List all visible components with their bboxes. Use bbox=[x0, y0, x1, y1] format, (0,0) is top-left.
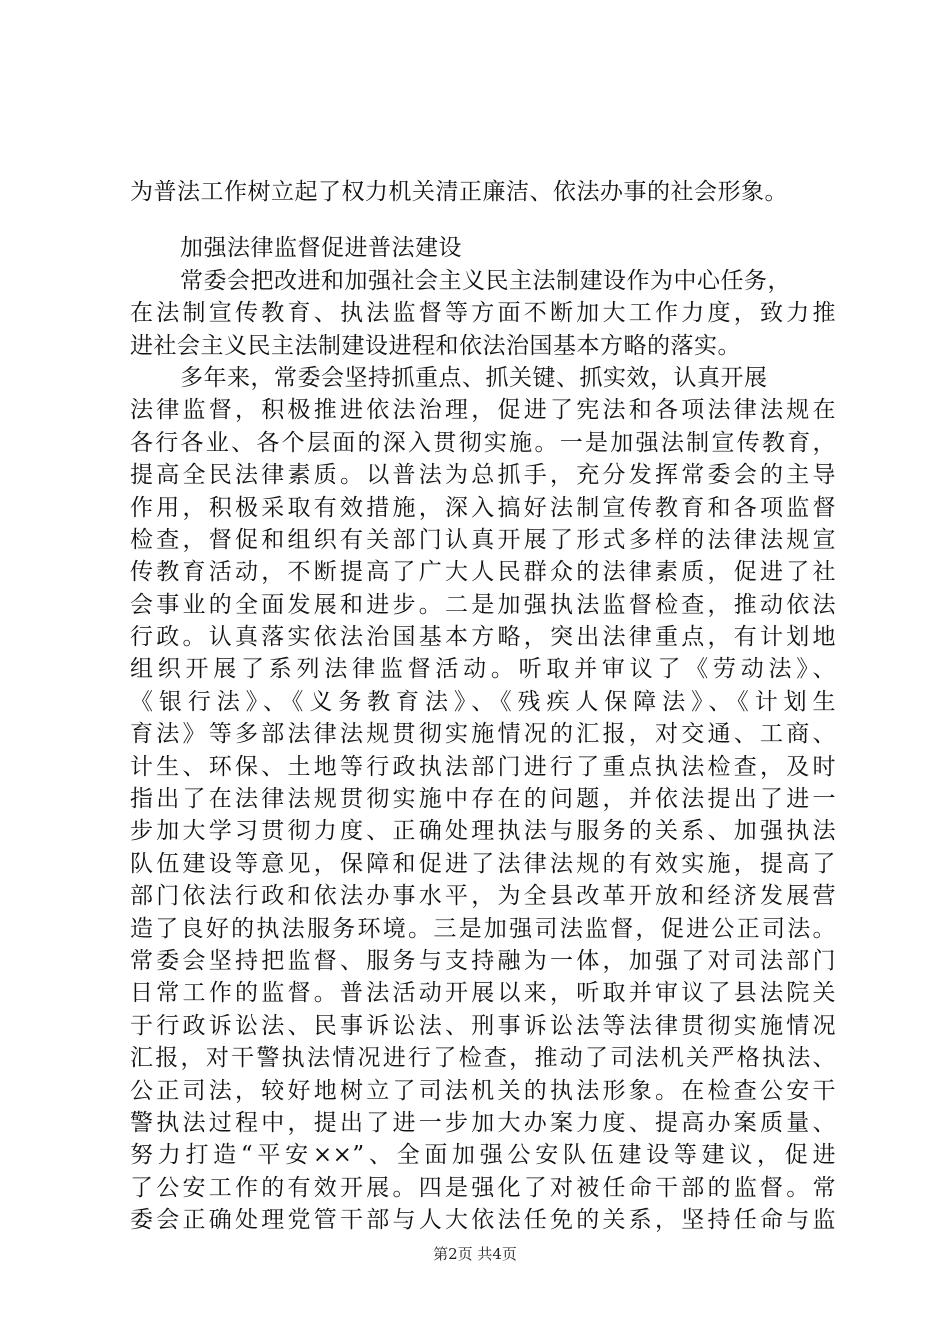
page-number-footer: 第2页 共4页 bbox=[433, 1245, 517, 1263]
text-line: 《银行法》、《义务教育法》、《残疾人保障法》、《计划生 bbox=[130, 688, 836, 715]
text-line: 会事业的全面发展和进步。二是加强执法监督检查，推动依法 bbox=[130, 591, 836, 618]
text-line: 日常工作的监督。普法活动开展以来，听取并审议了县法院关 bbox=[130, 980, 836, 1007]
document-body bbox=[130, 176, 836, 1237]
text-line: 部门依法行政和依法办事水平，为全县改革开放和经济发展营 bbox=[130, 883, 836, 910]
text-line: 公正司法，较好地树立了司法机关的执法形象。在检查公安干 bbox=[130, 1077, 836, 1104]
text-line: 汇报，对干警执法情况进行了检查，推动了司法机关严格执法、 bbox=[130, 1045, 836, 1072]
text-line: 传教育活动，不断提高了广大人民群众的法律素质，促进了社 bbox=[130, 559, 836, 586]
text-line: 努力打造“平安××”、全面加强公安队伍建设等建议，促进 bbox=[130, 1142, 836, 1169]
paragraph-2 bbox=[130, 362, 836, 1237]
text-line: 常委会坚持把监督、服务与支持融为一体，加强了对司法部门 bbox=[130, 947, 836, 974]
text-line: 委会正确处理党管干部与人大依法任免的关系，坚持任命与监 bbox=[130, 1207, 836, 1234]
paragraph-gap bbox=[130, 208, 836, 232]
text-line: 组织开展了系列法律监督活动。听取并审议了《劳动法》、 bbox=[130, 656, 836, 683]
paragraph-1 bbox=[130, 265, 836, 362]
text-line: 常委会把改进和加强社会主义民主法制建设作为中心任务， bbox=[180, 267, 791, 294]
text-line: 法律监督，积极推进依法治理，促进了宪法和各项法律法规在 bbox=[130, 397, 836, 424]
text-line: 各行各业、各个层面的深入贯彻实施。一是加强法制宣传教育， bbox=[130, 429, 836, 456]
text-line: 多年来，常委会坚持抓重点、抓关键、抓实效，认真开展 bbox=[180, 364, 768, 391]
text-line: 为普法工作树立起了权力机关清正廉洁、依法办事的社会形象。 bbox=[130, 179, 788, 205]
text-line: 育法》等多部法律法规贯彻实施情况的汇报，对交通、工商、 bbox=[130, 721, 836, 748]
text-line: 计生、环保、土地等行政执法部门进行了重点执法检查，及时 bbox=[130, 753, 836, 780]
text-line: 于行政诉讼法、民事诉讼法、刑事诉讼法等法律贯彻实施情况 bbox=[130, 1012, 836, 1039]
text-line: 造了良好的执法服务环境。三是加强司法监督，促进公正司法。 bbox=[130, 915, 836, 942]
text-line: 作用，积极采取有效措施，深入搞好法制宣传教育和各项监督 bbox=[130, 494, 836, 521]
text-line: 在法制宣传教育、执法监督等方面不断加大工作力度，致力推 bbox=[130, 300, 836, 327]
section-heading: 加强法律监督促进普法建设 bbox=[180, 235, 462, 262]
text-line: 提高全民法律素质。以普法为总抓手，充分发挥常委会的主导 bbox=[130, 462, 836, 489]
text-line: 行政。认真落实依法治国基本方略，突出法律重点，有计划地 bbox=[130, 624, 836, 651]
text-line: 步加大学习贯彻力度、正确处理执法与服务的关系、加强执法 bbox=[130, 818, 836, 845]
text-line: 检查，督促和组织有关部门认真开展了形式多样的法律法规宣 bbox=[130, 526, 836, 553]
text-line: 进社会主义民主法制建设进程和依法治国基本方略的落实。 bbox=[130, 332, 741, 359]
text-line: 警执法过程中，提出了进一步加大办案力度、提高办案质量、 bbox=[130, 1109, 836, 1136]
text-line: 队伍建设等意见，保障和促进了法律法规的有效实施，提高了 bbox=[130, 850, 836, 877]
text-line: 了公安工作的有效开展。四是强化了对被任命干部的监督。常 bbox=[130, 1174, 836, 1201]
text-line: 指出了在法律法规贯彻实施中存在的问题，并依法提出了进一 bbox=[130, 786, 836, 813]
